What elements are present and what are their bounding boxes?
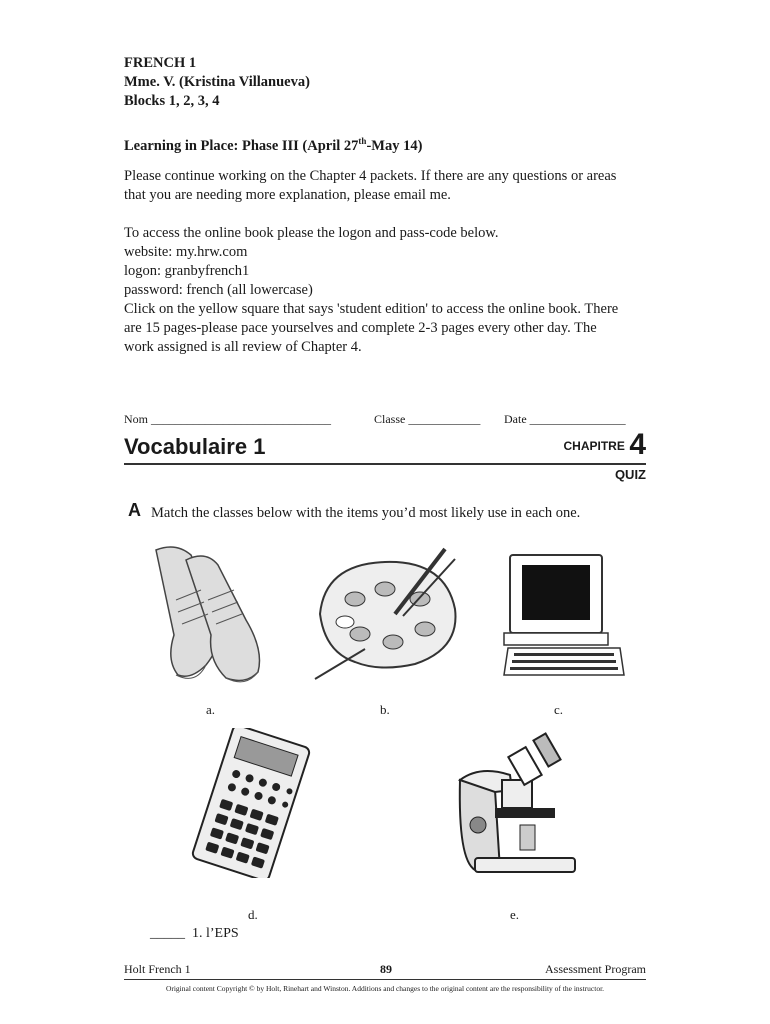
website-line: website: my.hrw.com (124, 244, 248, 260)
section-instruction: Match the classes below with the items you’d most likely use in each one. (151, 505, 581, 521)
answer-blank: _____ (150, 926, 185, 941)
paint-palette-icon (305, 544, 465, 684)
nom-field: Nom ______________________________ (124, 412, 331, 426)
footer-program: Assessment Program (545, 962, 646, 976)
caption-d: d. (248, 907, 258, 922)
access-paragraph: To access the online book please the logon and pass-code below. website: my.hrw.com logon: granbyfrench1 password: french (all lowercase) Click on the yellow square that says 'student edition' to access the online book. There are 15 pages-please pace yourselves and complete 2-3 pages every other day. The work assigned is all review of Chapter 4. (124, 224, 644, 357)
chapter-number: 4 (629, 428, 646, 461)
classe-field: Classe ____________ (374, 412, 481, 426)
footer-book: Holt French 1 (124, 962, 191, 976)
computer-icon (500, 550, 630, 685)
page-footer (124, 962, 646, 978)
phase-heading: Learning in Place: Phase III (April 27th-May 14) (124, 136, 423, 154)
chapter-label: $^{CHAPITRE}$ 4 (563, 428, 646, 461)
quiz-label: QUIZ (614, 467, 646, 482)
microscope-icon (440, 730, 590, 880)
question-1: _____ 1. l’EPS (150, 926, 239, 941)
password-line: password: french (all lowercase) (124, 282, 313, 298)
blocks-line: Blocks 1, 2, 3, 4 (124, 93, 220, 109)
caption-e: e. (510, 907, 520, 922)
teacher-name: Mme. V. (Kristina Villanueva) (124, 74, 310, 90)
copyright-notice: Original content Copyright © by Holt, Rinehart and Winston. Additions and changes to the original content are the responsibility of the instructor. (165, 984, 605, 993)
caption-a: a. (206, 702, 216, 717)
section-letter: A (128, 500, 141, 520)
course-title: FRENCH 1 (124, 55, 197, 71)
page-number: 89 (380, 962, 392, 976)
caption-b: b. (380, 702, 390, 717)
sneakers-icon (146, 540, 286, 690)
logon-line: logon: granbyfrench1 (124, 263, 250, 279)
calculator-icon (176, 728, 326, 878)
date-field: Date ________________ (504, 412, 626, 426)
quiz-title: Vocabulaire 1 (124, 434, 266, 459)
footer-rule (124, 979, 646, 980)
title-rule (124, 463, 646, 465)
intro-paragraph: Please continue working on the Chapter 4 packets. If there are any questions or areas that you are needing more explanation, please email me. (124, 168, 617, 203)
caption-c: c. (554, 702, 564, 717)
